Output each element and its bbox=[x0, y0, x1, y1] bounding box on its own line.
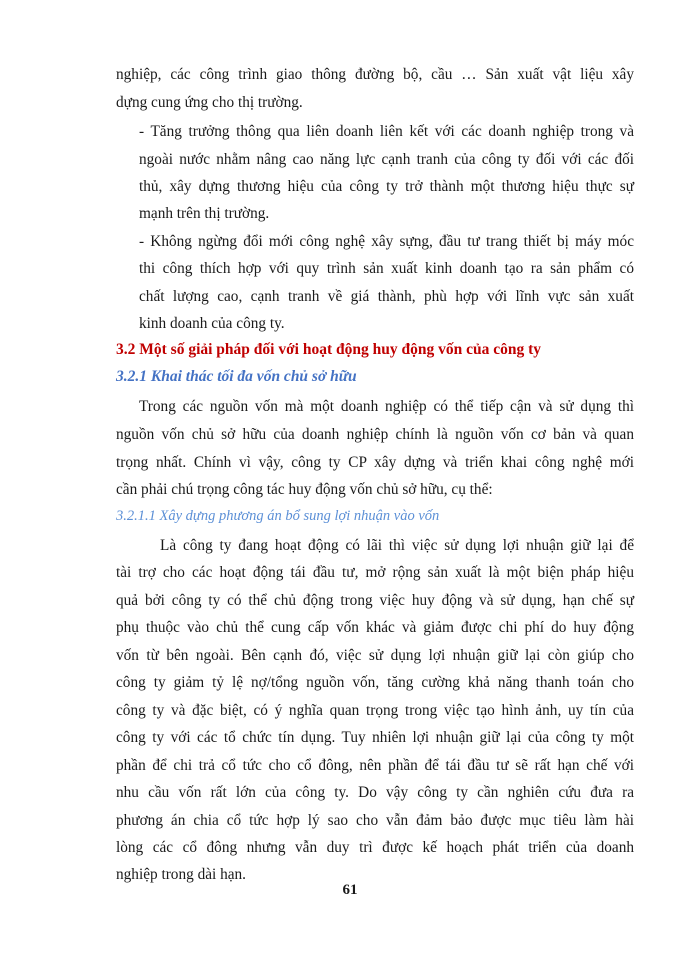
body-text-line: quả bởi công ty có thể chủ động trong việc huy động và sử dụng, hạn chế sự bbox=[116, 592, 634, 609]
body-text-line: phụ thuộc vào chủ thể cung cấp vốn khác và giảm được chi phí do huy động bbox=[116, 619, 634, 636]
body-text-line: lòng các cổ đông nhưng vẫn duy trì được kế hoạch phát triển của doanh bbox=[116, 839, 634, 856]
body-text-line: công ty giảm tỷ lệ nợ/tổng nguồn vốn, tăng cường khả năng thanh toán cho bbox=[116, 674, 634, 691]
body-text-line: Là công ty đang hoạt động có lãi thì việc sử dụng lợi nhuận giữ lại để bbox=[160, 537, 634, 554]
body-text-line: nghiệp, các công trình giao thông đường bộ, cầu … Sản xuất vật liệu xây bbox=[116, 66, 634, 83]
body-text-line: phương án chia cổ tức hợp lý sao cho vẫn đảm bảo được mục tiêu làm hài bbox=[116, 812, 634, 829]
page-number: 61 bbox=[342, 882, 358, 898]
bullet-item-line: kinh doanh của công ty. bbox=[139, 315, 285, 332]
body-text-line: trọng nhất. Chính vì vậy, công ty CP xây dựng và triển khai công nghệ mới bbox=[116, 454, 634, 471]
bullet-item-line: chất lượng cao, cạnh tranh về giá thành, phù hợp với lĩnh vực sản xuất bbox=[139, 288, 634, 305]
bullet-item-line: mạnh trên thị trường. bbox=[139, 205, 270, 222]
body-text-line: dựng cung ứng cho thị trường. bbox=[116, 94, 303, 111]
body-text-line: cần phải chú trọng công tác huy động vốn chủ sở hữu, cụ thể: bbox=[116, 481, 493, 498]
subsubsection-heading-3-2-1-1: 3.2.1.1 Xây dựng phương án bổ sung lợi nhuận vào vốn bbox=[116, 508, 440, 524]
bullet-item-line: ngoài nước nhằm nâng cao năng lực cạnh tranh của công ty đối với các đối bbox=[139, 151, 634, 168]
body-text-line: công ty với các tổ chức tín dụng. Tuy nhiên lợi nhuận giữ lại của công ty một bbox=[116, 729, 634, 746]
body-text-line: phần để chi trả cổ tức cho cổ đông, nên phần để tái đầu tư sẽ rất hạn chế với bbox=[116, 757, 634, 774]
bullet-item-line: thi công thích hợp với quy trình sản xuất kinh doanh tạo ra sản phẩm có bbox=[139, 260, 634, 277]
body-text-line: công ty và đặc biệt, có ý nghĩa quan trọng trong việc tạo hình ảnh, uy tín của bbox=[116, 702, 634, 719]
body-text-line: Trong các nguồn vốn mà một doanh nghiệp có thể tiếp cận và sử dụng thì bbox=[139, 398, 634, 415]
body-text-line: tài trợ cho các hoạt động tái đầu tư, mở rộng sản xuất là một biện pháp hiệu bbox=[116, 564, 634, 581]
section-heading-3-2: 3.2 Một số giải pháp đối với hoạt động huy động vốn của công ty bbox=[116, 341, 542, 358]
subsection-heading-3-2-1: 3.2.1 Khai thác tối đa vốn chủ sở hữu bbox=[116, 368, 357, 385]
bullet-item-line: thủ, xây dựng thương hiệu của công ty trở thành một thương hiệu thực sự bbox=[139, 178, 634, 195]
bullet-item-line: - Tăng trưởng thông qua liên doanh liên kết với các doanh nghiệp trong và bbox=[139, 123, 634, 140]
body-text-line: nguồn vốn chủ sở hữu của doanh nghiệp chính là nguồn vốn cơ bản và quan bbox=[116, 426, 634, 443]
body-text-line: nghiệp trong dài hạn. bbox=[116, 866, 246, 883]
bullet-item-line: - Không ngừng đổi mới công nghệ xây sựng, đầu tư trang thiết bị máy móc bbox=[139, 233, 634, 250]
body-text-line: vốn từ bên ngoài. Bên cạnh đó, việc sử dụng lợi nhuận giữ lại còn giúp cho bbox=[116, 647, 634, 664]
body-text-line: nhu cầu vốn rất lớn của công ty. Do vậy công ty cần nghiên cứu đưa ra bbox=[116, 784, 634, 801]
